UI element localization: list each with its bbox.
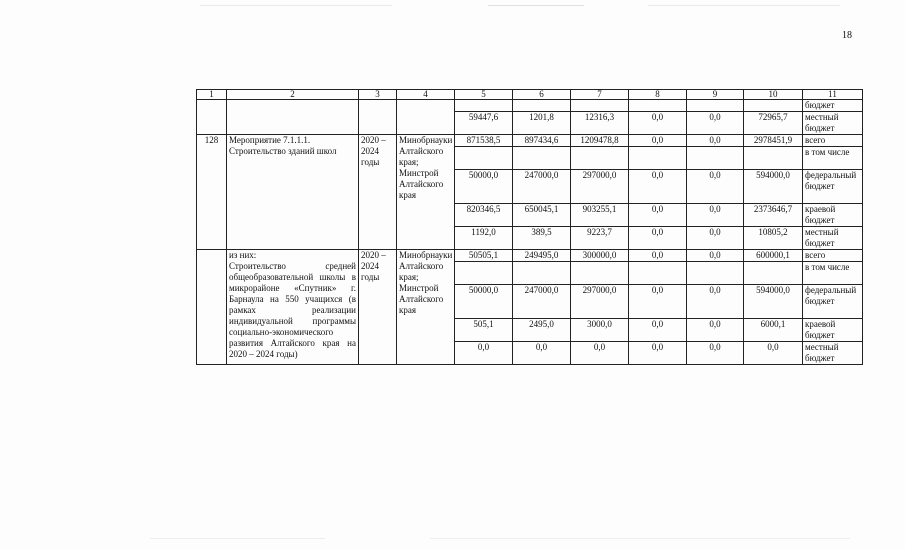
cell: 594000,0 <box>744 285 803 319</box>
cell: 1201,8 <box>513 112 571 135</box>
column-number-row <box>197 90 863 100</box>
cell: 0,0 <box>687 204 744 227</box>
cell: 0,0 <box>687 250 744 262</box>
col-header: 8 <box>629 90 687 100</box>
budget-type: в том числе <box>803 147 863 170</box>
cell <box>455 147 513 170</box>
cell <box>513 262 571 285</box>
cell: 0,0 <box>513 342 571 365</box>
cell: 0,0 <box>687 135 744 147</box>
cell: 247000,0 <box>513 170 571 204</box>
scan-artifact-top <box>200 5 840 6</box>
cell <box>687 262 744 285</box>
cell: 0,0 <box>687 342 744 365</box>
cell: 300000,0 <box>571 250 629 262</box>
cell: 10805,2 <box>744 227 803 250</box>
cell: 0,0 <box>687 319 744 342</box>
cell: 2978451,9 <box>744 135 803 147</box>
budget-type: местный бюджет <box>803 112 863 135</box>
cell: 0,0 <box>571 342 629 365</box>
col-header: 10 <box>744 90 803 100</box>
cell: 0,0 <box>687 112 744 135</box>
budget-type: местный бюджет <box>803 227 863 250</box>
cell: 389,5 <box>513 227 571 250</box>
cell: 594000,0 <box>744 170 803 204</box>
budget-type: федеральный бюджет <box>803 170 863 204</box>
cell: 0,0 <box>629 250 687 262</box>
measure-intro: из них: <box>229 250 257 260</box>
budget-type: федеральный бюджет <box>803 285 863 319</box>
cell <box>227 100 359 135</box>
cell: 897434,6 <box>513 135 571 147</box>
cell: 0,0 <box>455 342 513 365</box>
cell: 59447,6 <box>455 112 513 135</box>
cell <box>359 100 397 135</box>
cell: 871538,5 <box>455 135 513 147</box>
cell: 0,0 <box>629 204 687 227</box>
cell <box>571 100 629 112</box>
cell: 820346,5 <box>455 204 513 227</box>
cell: 0,0 <box>629 319 687 342</box>
cell: 505,1 <box>455 319 513 342</box>
cell <box>629 147 687 170</box>
col-header: 3 <box>359 90 397 100</box>
table-row <box>197 100 863 112</box>
cell: 297000,0 <box>571 285 629 319</box>
col-header: 11 <box>803 90 863 100</box>
cell: 0,0 <box>629 227 687 250</box>
cell <box>455 262 513 285</box>
cell: 0,0 <box>687 227 744 250</box>
period: 2020 – 2024 годы <box>359 135 397 250</box>
cell: 0,0 <box>744 342 803 365</box>
table-row <box>197 250 863 262</box>
col-header: 2 <box>227 90 359 100</box>
cell <box>197 100 227 135</box>
col-header: 7 <box>571 90 629 100</box>
cell: 2495,0 <box>513 319 571 342</box>
scan-artifact-bottom <box>150 538 850 539</box>
col-header: 4 <box>397 90 455 100</box>
budget-type: местный бюджет <box>803 342 863 365</box>
cell: 903255,1 <box>571 204 629 227</box>
row-number <box>197 250 227 365</box>
cell <box>629 100 687 112</box>
budget-type: всего <box>803 135 863 147</box>
cell <box>571 147 629 170</box>
cell: 247000,0 <box>513 285 571 319</box>
cell: 650045,1 <box>513 204 571 227</box>
col-header: 1 <box>197 90 227 100</box>
budget-type: всего <box>803 250 863 262</box>
executors: Минобрнауки Алтайского края; Минстрой Алтайского края <box>397 250 455 365</box>
table-row <box>197 135 863 147</box>
cell <box>571 262 629 285</box>
col-header: 9 <box>687 90 744 100</box>
budget-type: в том числе <box>803 262 863 285</box>
cell: 0,0 <box>687 285 744 319</box>
budget-type: краевой бюджет <box>803 204 863 227</box>
measure-name-cell <box>227 250 359 365</box>
cell: 0,0 <box>629 342 687 365</box>
cell: 9223,7 <box>571 227 629 250</box>
cell <box>455 100 513 112</box>
measure-name: Строительство средней общеобразовательной школы в микрорайоне «Спутник» г. Барнаула на 550 учащихся (в рамках реализации индивидуальной программы социально-экономического развития Алтайского края на 2020 – 2024 годы) <box>229 261 356 359</box>
cell: 50000,0 <box>455 285 513 319</box>
cell: 0,0 <box>687 170 744 204</box>
cell <box>687 100 744 112</box>
cell <box>513 147 571 170</box>
cell: 6000,1 <box>744 319 803 342</box>
cell <box>513 100 571 112</box>
cell <box>687 147 744 170</box>
cell: 12316,3 <box>571 112 629 135</box>
cell: 50505,1 <box>455 250 513 262</box>
period: 2020 – 2024 годы <box>359 250 397 365</box>
cell <box>744 262 803 285</box>
page-number: 18 <box>842 30 852 41</box>
cell: 1192,0 <box>455 227 513 250</box>
budget-table <box>196 89 863 365</box>
cell: 0,0 <box>629 170 687 204</box>
executors: Минобрнауки Алтайского края; Минстрой Алтайского края <box>397 135 455 250</box>
cell: 0,0 <box>629 112 687 135</box>
budget-type: бюджет <box>803 100 863 112</box>
cell: 3000,0 <box>571 319 629 342</box>
cell <box>744 100 803 112</box>
row-number: 128 <box>197 135 227 250</box>
col-header: 5 <box>455 90 513 100</box>
col-header: 6 <box>513 90 571 100</box>
cell: 0,0 <box>629 135 687 147</box>
cell: 249495,0 <box>513 250 571 262</box>
cell: 1209478,8 <box>571 135 629 147</box>
cell <box>629 262 687 285</box>
cell: 600000,1 <box>744 250 803 262</box>
cell <box>744 147 803 170</box>
cell: 50000,0 <box>455 170 513 204</box>
budget-type: краевой бюджет <box>803 319 863 342</box>
cell: 2373646,7 <box>744 204 803 227</box>
cell <box>397 100 455 135</box>
cell: 72965,7 <box>744 112 803 135</box>
cell: 297000,0 <box>571 170 629 204</box>
measure-name: Мероприятие 7.1.1.1. Строительство зданий школ <box>227 135 359 250</box>
cell: 0,0 <box>629 285 687 319</box>
